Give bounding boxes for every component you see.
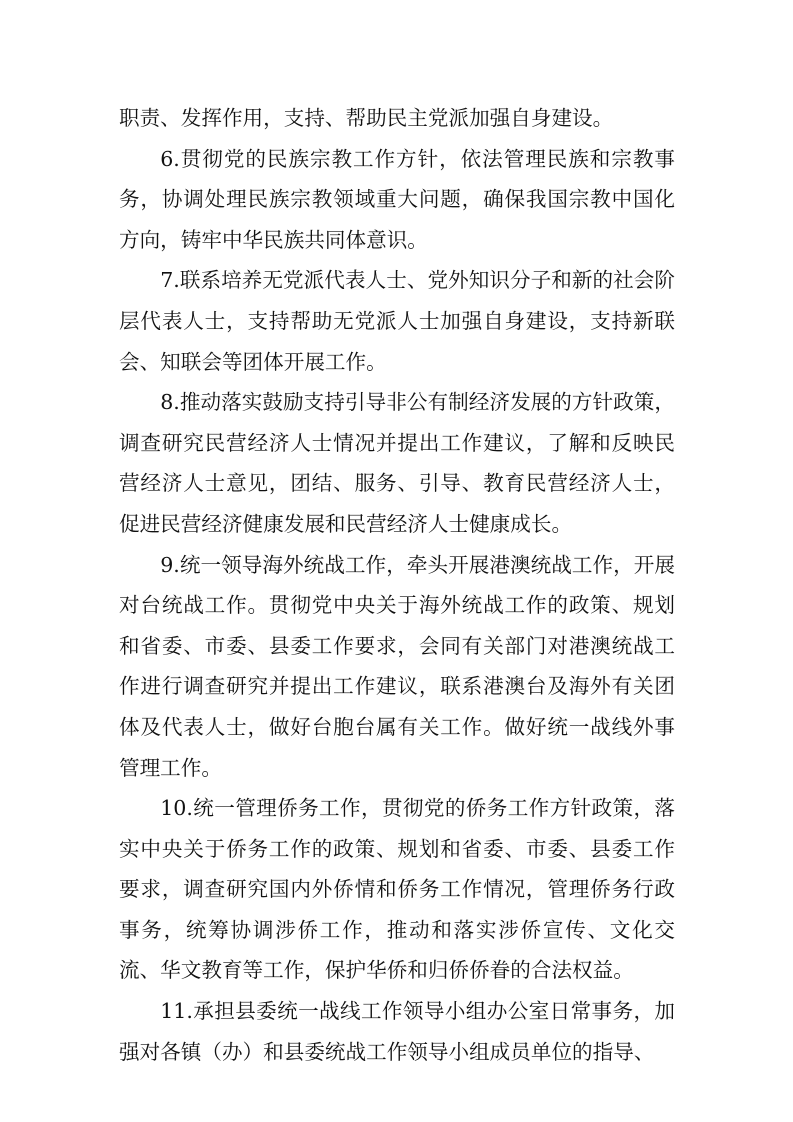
paragraph-item-10: 10.统一管理侨务工作，贯彻党的侨务工作方针政策，落实中央关于侨务工作的政策、规划和省委、市委、县委工作要求，调查研究国内外侨情和侨务工作情况，管理侨务行政事务，统筹协调涉侨工作，推动和落实涉侨宣传、文化交流、华文教育等工作，保护华侨和归侨侨眷的合法权益。 <box>119 796 675 983</box>
paragraph-continuation: 职责、发挥作用，支持、帮助民主党派加强自身建设。 <box>119 106 614 130</box>
paragraph-item-11: 11.承担县委统一战线工作领导小组办公室日常事务，加强对各镇（办）和县委统战工作领导小组成员单位的指导、 <box>119 999 675 1064</box>
paragraph-item-7: 7.联系培养无党派代表人士、党外知识分子和新的社会阶层代表人士，支持帮助无党派人士加强自身建设，支持新联会、知联会等团体开展工作。 <box>119 268 675 374</box>
document-body <box>119 98 675 1072</box>
paragraph-item-9: 9.统一领导海外统战工作，牵头开展港澳统战工作，开展对台统战工作。贯彻党中央关于海外统战工作的政策、规划和省委、市委、县委工作要求，会同有关部门对港澳统战工作进行调查研究并提出工作建议，联系港澳台及海外有关团体及代表人士，做好台胞台属有关工作。做好统一战线外事管理工作。 <box>119 552 675 780</box>
paragraph-item-6: 6.贯彻党的民族宗教工作方针，依法管理民族和宗教事务，协调处理民族宗教领域重大问题，确保我国宗教中国化方向，铸牢中华民族共同体意识。 <box>119 146 675 252</box>
paragraph-item-8: 8.推动落实鼓励支持引导非公有制经济发展的方针政策，调查研究民营经济人士情况并提出工作建议，了解和反映民营经济人士意见，团结、服务、引导、教育民营经济人士，促进民营经济健康发展和民营经济人士健康成长。 <box>119 390 675 536</box>
